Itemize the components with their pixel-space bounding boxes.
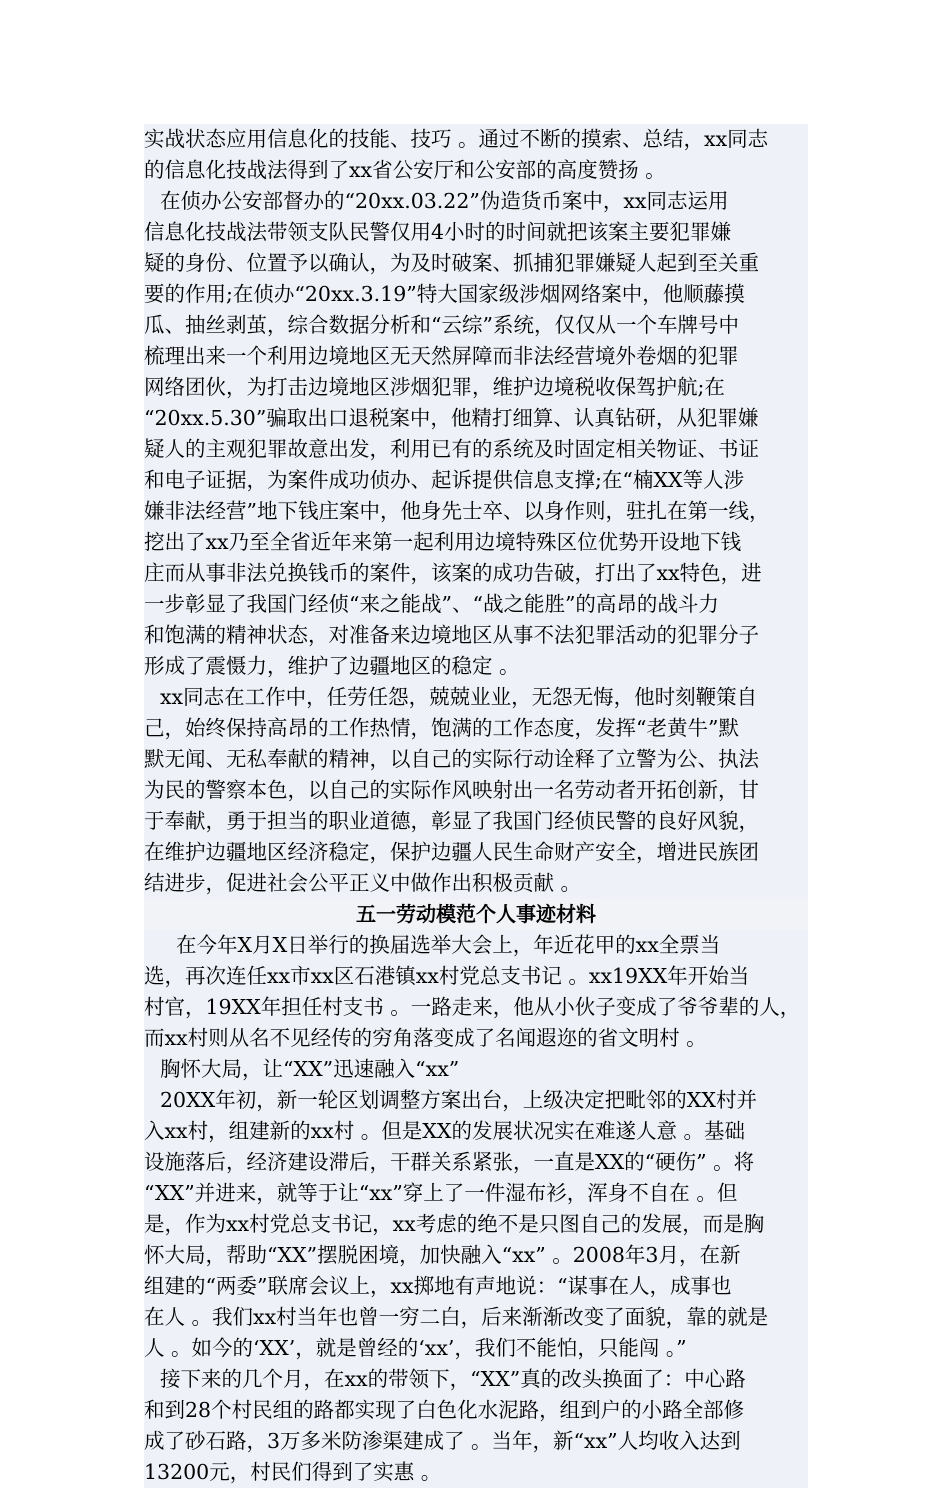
section-title: 五一劳动模范个人事迹材料: [144, 899, 808, 930]
text-line: 的信息化技战法得到了xx省公安厅和公安部的高度赞扬 。: [144, 155, 808, 186]
text-line: 怀大局，帮助“XX”摆脱困境，加快融入“xx” 。2008年3月，在新: [144, 1240, 808, 1271]
text-line: 网络团伙，为打击边境地区涉烟犯罪，维护边境税收保驾护航;在: [144, 372, 808, 403]
text-line: 为民的警察本色，以自己的实际作风映射出一名劳动者开拓创新，甘: [144, 775, 808, 806]
text-line: 嫌非法经营”地下钱庄案中，他身先士卒、以身作则，驻扎在第一线，: [144, 496, 808, 527]
text-line: 村官，19XX年担任村支书 。一路走来，他从小伙子变成了爷爷辈的人，: [144, 992, 808, 1023]
text-line: 组建的“两委”联席会议上，xx掷地有声地说：“谋事在人，成事也: [144, 1271, 808, 1302]
text-line: 庄而从事非法兑换钱币的案件，该案的成功告破，打出了xx特色，进: [144, 558, 808, 589]
text-line: 挖出了xx乃至全省近年来第一起利用边境特殊区位优势开设地下钱: [144, 527, 808, 558]
text-line: 是，作为xx村党总支书记，xx考虑的绝不是只图自己的发展，而是胸: [144, 1209, 808, 1240]
text-line: 实战状态应用信息化的技能、技巧 。通过不断的摸索、总结，xx同志: [144, 124, 808, 155]
text-line: 13200元，村民们得到了实惠 。: [144, 1457, 808, 1488]
text-line: 接下来的几个月，在xx的带领下，“XX”真的改头换面了：中心路: [144, 1364, 808, 1395]
document-body: [144, 124, 808, 1488]
text-line: 在今年X月X日举行的换届选举大会上，年近花甲的xx全票当: [144, 930, 808, 961]
text-line: 成了砂石路，3万多米防渗渠建成了 。当年，新“xx”人均收入达到: [144, 1426, 808, 1457]
text-line: 在侦办公安部督办的“20xx.03.22”伪造货币案中，xx同志运用: [144, 186, 808, 217]
text-line: xx同志在工作中，任劳任怨，兢兢业业，无怨无悔，他时刻鞭策自: [144, 682, 808, 713]
text-line: 在人 。我们xx村当年也曾一穷二白，后来渐渐改变了面貌，靠的就是: [144, 1302, 808, 1333]
text-line: “20xx.5.30”骗取出口退税案中，他精打细算、认真钻研，从犯罪嫌: [144, 403, 808, 434]
text-line: 胸怀大局，让“XX”迅速融入“xx”: [144, 1054, 808, 1085]
text-line: 瓜、抽丝剥茧，综合数据分析和“云综”系统，仅仅从一个车牌号中: [144, 310, 808, 341]
text-line: 选，再次连任xx市xx区石港镇xx村党总支书记 。xx19XX年开始当: [144, 961, 808, 992]
text-line: 默无闻、无私奉献的精神，以自己的实际行动诠释了立警为公、执法: [144, 744, 808, 775]
text-line: 一步彰显了我国门经侦“来之能战”、“战之能胜”的高昂的战斗力: [144, 589, 808, 620]
text-line: “XX”并进来，就等于让“xx”穿上了一件湿布衫，浑身不自在 。但: [144, 1178, 808, 1209]
text-line: 和到28个村民组的路都实现了白色化水泥路，组到户的小路全部修: [144, 1395, 808, 1426]
text-line: 入xx村，组建新的xx村 。但是XX的发展状况实在难遂人意 。基础: [144, 1116, 808, 1147]
text-line: 和饱满的精神状态，对准备来边境地区从事不法犯罪活动的犯罪分子: [144, 620, 808, 651]
text-line: 结进步，促进社会公平正义中做作出积极贡献 。: [144, 868, 808, 899]
text-line: 疑人的主观犯罪故意出发，利用已有的系统及时固定相关物证、书证: [144, 434, 808, 465]
text-line: 形成了震慑力，维护了边疆地区的稳定 。: [144, 651, 808, 682]
text-line: 梳理出来一个利用边境地区无天然屏障而非法经营境外卷烟的犯罪: [144, 341, 808, 372]
text-line: 20XX年初，新一轮区划调整方案出台，上级决定把毗邻的XX村并: [144, 1085, 808, 1116]
text-line: 在维护边疆地区经济稳定，保护边疆人民生命财产安全，增进民族团: [144, 837, 808, 868]
text-line: 疑的身份、位置予以确认，为及时破案、抓捕犯罪嫌疑人起到至关重: [144, 248, 808, 279]
text-line: 人 。如今的‘XX’，就是曾经的‘xx’，我们不能怕，只能闯 。”: [144, 1333, 808, 1364]
text-line: 信息化技战法带领支队民警仅用4小时的时间就把该案主要犯罪嫌: [144, 217, 808, 248]
text-line: 设施落后，经济建设滞后，干群关系紧张，一直是XX的“硬伤” 。将: [144, 1147, 808, 1178]
text-line: 而xx村则从名不见经传的穷角落变成了名闻遐迩的省文明村 。: [144, 1023, 808, 1054]
text-line: 要的作用;在侦办“20xx.3.19”特大国家级涉烟网络案中，他顺藤摸: [144, 279, 808, 310]
text-line: 和电子证据，为案件成功侦办、起诉提供信息支撑;在“楠XX等人涉: [144, 465, 808, 496]
text-line: 于奉献，勇于担当的职业道德，彰显了我国门经侦民警的良好风貌，: [144, 806, 808, 837]
text-line: 己，始终保持高昂的工作热情，饱满的工作态度，发挥“老黄牛”默: [144, 713, 808, 744]
